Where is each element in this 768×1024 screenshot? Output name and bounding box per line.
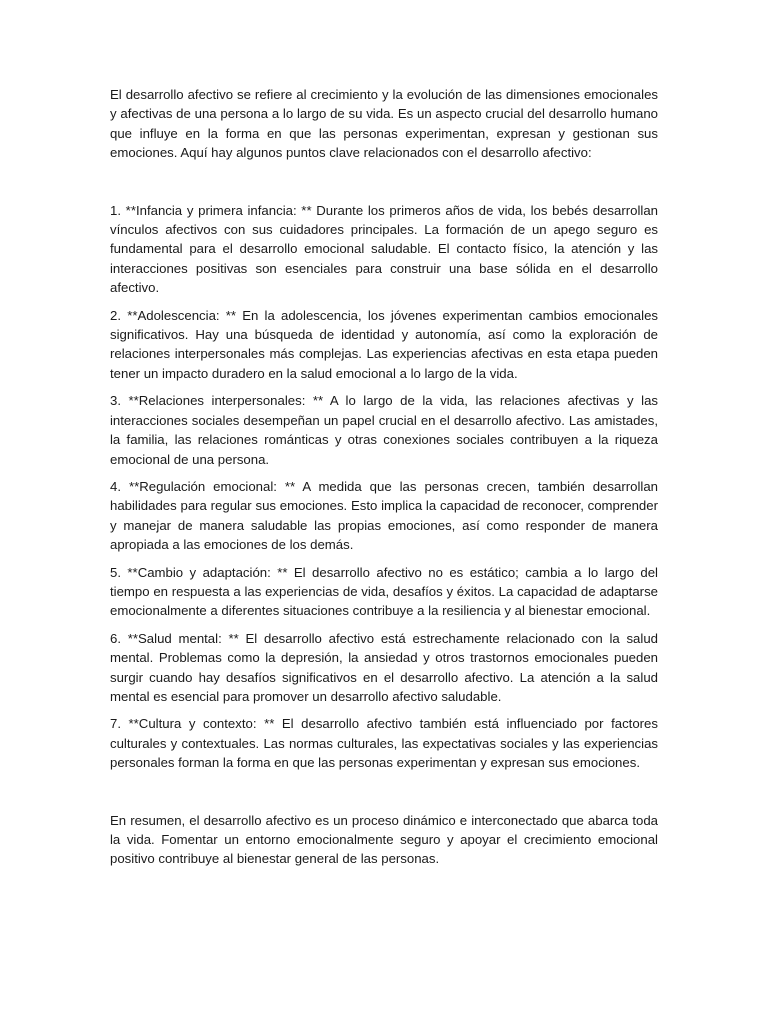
point-cultura-contexto: 7. **Cultura y contexto: ** El desarrollo afectivo también está influenciado por factores culturales y contextuales. Las normas culturales, las expectativas sociales y las experiencias personales forman la forma en que las personas experimentan y expresan sus emociones. [110,716,658,771]
point-salud-mental: 6. **Salud mental: ** El desarrollo afectivo está estrechamente relacionado con la salud mental. Problemas como la depresión, la ansiedad y otros trastornos emocionales pueden surgir cuando hay desafíos significativos en el desarrollo afectivo. La atención a la salud mental es esencial para promover un desarrollo afectivo saludable. [110,630,658,704]
intro-paragraph: El desarrollo afectivo se refiere al crecimiento y la evolución de las dimensiones emocionales y afectivas de una persona a lo largo de su vida. Es un aspecto crucial del desarrollo humano que influye en la forma en que las personas experimentan, expresan y gestionan sus emociones. Aquí hay algunos puntos clave relacionados con el desarrollo afectivo: [110,87,658,161]
point-cambio-adaptacion: 5. **Cambio y adaptación: ** El desarrollo afectivo no es estático; cambia a lo largo del tiempo en respuesta a las experiencias de vida, desafíos y éxitos. La capacidad de adaptarse emocionalmente a diferentes situaciones contribuye a la resiliencia y al bienestar emocional. [110,564,658,619]
document-body [110,85,658,869]
point-regulacion-emocional: 4. **Regulación emocional: ** A medida que las personas crecen, también desarrollan habilidades para regular sus emociones. Esto implica la capacidad de reconocer, comprender y manejar de manera saludable las propias emociones, así como responder de manera apropiada a las emociones de los demás. [110,478,658,553]
conclusion-paragraph: En resumen, el desarrollo afectivo es un proceso dinámico e interconectado que abarca toda la vida. Fomentar un entorno emocionalmente seguro y apoyar el crecimiento emocional positivo contribuye al bienestar general de las personas. [110,812,658,867]
point-adolescencia: 2. **Adolescencia: ** En la adolescencia, los jóvenes experimentan cambios emocionales significativos. Hay una búsqueda de identidad y autonomía, así como la exploración de relaciones interpersonales más complejas. Las experiencias afectivas en esta etapa pueden tener un impacto duradero en la salud emocional a lo largo de la vida. [110,307,658,381]
point-relaciones-interpersonales: 3. **Relaciones interpersonales: ** A lo largo de la vida, las relaciones afectivas y las interacciones sociales desempeñan un papel crucial en el desarrollo afectivo. Las amistades, la familia, las relaciones románticas y otras conexiones sociales contribuyen a la riqueza emocional de una persona. [110,393,658,467]
point-infancia: 1. **Infancia y primera infancia: ** Durante los primeros años de vida, los bebés desarrollan vínculos afectivos con sus cuidadores principales. La formación de un apego seguro es fundamental para el desarrollo emocional saludable. El contacto físico, la atención y las interacciones positivas son esenciales para construir una base sólida en el desarrollo afectivo. [110,202,658,296]
